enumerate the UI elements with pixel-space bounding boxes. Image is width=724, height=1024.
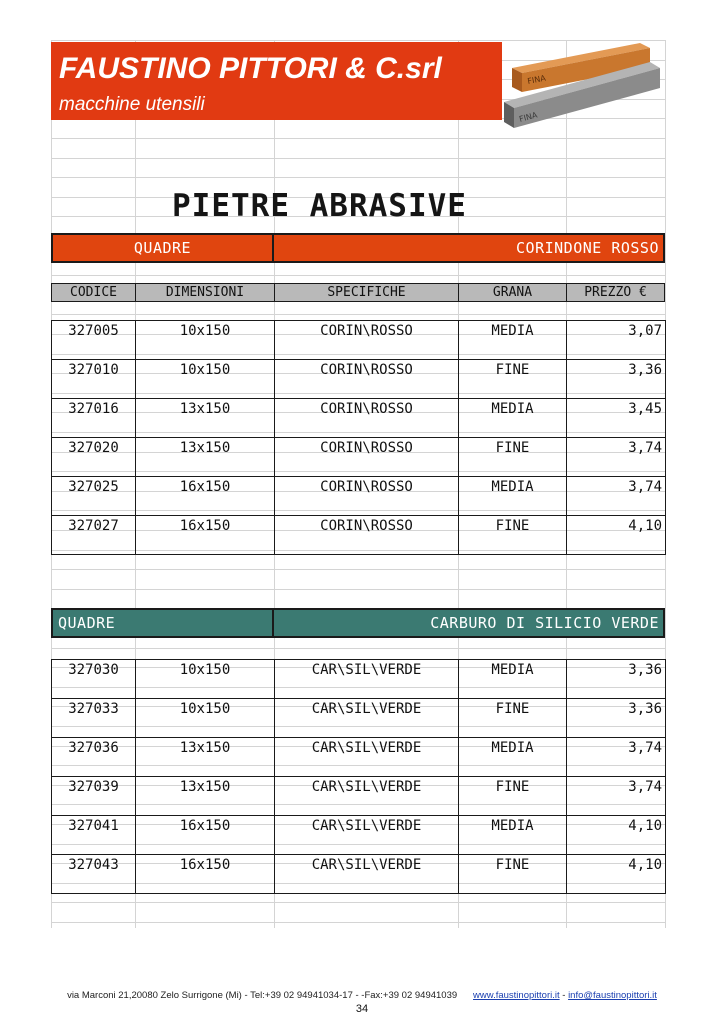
spacer-cell — [459, 874, 567, 894]
cell-codice: 327036 — [52, 738, 136, 758]
spacer-cell — [459, 796, 567, 816]
spacer-cell — [459, 718, 567, 738]
table-row — [52, 360, 666, 380]
spacer-cell — [52, 835, 136, 855]
cell-codice: 327016 — [52, 399, 136, 419]
cell-codice: 327043 — [52, 855, 136, 875]
cell-specifiche: CORIN\ROSSO — [275, 516, 459, 536]
row-spacer — [52, 535, 666, 555]
table-row — [52, 777, 666, 797]
spacer-cell — [52, 679, 136, 699]
footer-separator: - — [562, 990, 569, 1001]
cell-prezzo: 3,07 — [567, 321, 666, 341]
spacer-cell — [136, 835, 275, 855]
section-header-carburo — [51, 608, 665, 638]
spacer-cell — [136, 535, 275, 555]
cell-grana: FINE — [459, 699, 567, 719]
cell-grana: MEDIA — [459, 399, 567, 419]
spacer-cell — [52, 496, 136, 516]
spacer-cell — [275, 835, 459, 855]
footer-email-link[interactable]: info@faustinopittori.it — [568, 990, 657, 1001]
row-spacer — [52, 379, 666, 399]
cell-grana: MEDIA — [459, 477, 567, 497]
cell-codice: 327041 — [52, 816, 136, 836]
spacer-cell — [275, 679, 459, 699]
table-row — [52, 855, 666, 875]
spacer-cell — [136, 418, 275, 438]
cell-dimensioni: 16x150 — [136, 516, 275, 536]
table-row — [52, 321, 666, 341]
row-spacer — [52, 796, 666, 816]
spacer-cell — [459, 757, 567, 777]
spacer-cell — [275, 535, 459, 555]
row-spacer — [52, 418, 666, 438]
spacer-cell — [136, 796, 275, 816]
stone-label-orange: FINA — [526, 73, 547, 86]
column-header-specifiche: SPECIFICHE — [275, 284, 459, 301]
cell-specifiche: CORIN\ROSSO — [275, 321, 459, 341]
spacer-cell — [567, 835, 666, 855]
cell-grana: FINE — [459, 855, 567, 875]
page-number: 34 — [355, 1003, 369, 1015]
row-spacer — [52, 835, 666, 855]
column-header-grana: GRANA — [459, 284, 567, 301]
cell-codice: 327010 — [52, 360, 136, 380]
cell-codice: 327039 — [52, 777, 136, 797]
cell-prezzo: 4,10 — [567, 516, 666, 536]
spacer-cell — [567, 679, 666, 699]
section-shape-label: QUADRE — [53, 235, 274, 261]
spacer-cell — [52, 457, 136, 477]
cell-grana: MEDIA — [459, 816, 567, 836]
cell-grana: FINE — [459, 438, 567, 458]
row-spacer — [52, 718, 666, 738]
table-row — [52, 516, 666, 536]
cell-dimensioni: 16x150 — [136, 477, 275, 497]
cell-specifiche: CAR\SIL\VERDE — [275, 660, 459, 680]
cell-grana: FINE — [459, 777, 567, 797]
price-table-corindone — [51, 320, 666, 555]
spacer-cell — [136, 757, 275, 777]
page-title: PIETRE ABRASIVE — [172, 188, 467, 224]
spacer-cell — [459, 835, 567, 855]
spacer-cell — [459, 679, 567, 699]
cell-dimensioni: 10x150 — [136, 321, 275, 341]
spacer-cell — [136, 718, 275, 738]
cell-prezzo: 3,74 — [567, 477, 666, 497]
table-row — [52, 399, 666, 419]
cell-prezzo: 3,45 — [567, 399, 666, 419]
cell-grana: FINE — [459, 516, 567, 536]
row-spacer — [52, 457, 666, 477]
spacer-cell — [567, 340, 666, 360]
cell-specifiche: CORIN\ROSSO — [275, 360, 459, 380]
section-material-label: CARBURO DI SILICIO VERDE — [430, 614, 659, 632]
spacer-cell — [275, 796, 459, 816]
spacer-cell — [275, 718, 459, 738]
spacer-cell — [275, 340, 459, 360]
cell-prezzo: 3,36 — [567, 699, 666, 719]
cell-prezzo: 3,74 — [567, 438, 666, 458]
spacer-cell — [52, 535, 136, 555]
cell-codice: 327030 — [52, 660, 136, 680]
cell-prezzo: 4,10 — [567, 816, 666, 836]
spacer-cell — [52, 418, 136, 438]
table-row — [52, 438, 666, 458]
cell-prezzo: 3,74 — [567, 738, 666, 758]
column-header-dimensioni: DIMENSIONI — [136, 284, 275, 301]
spacer-cell — [136, 379, 275, 399]
column-header-prezzo: PREZZO € — [584, 285, 647, 300]
spacer-cell — [567, 535, 666, 555]
table-row — [52, 738, 666, 758]
stone-label-gray: FINA — [518, 110, 539, 124]
spacer-cell — [52, 796, 136, 816]
cell-dimensioni: 13x150 — [136, 399, 275, 419]
spacer-cell — [567, 718, 666, 738]
cell-specifiche: CAR\SIL\VERDE — [275, 738, 459, 758]
cell-prezzo: 3,36 — [567, 360, 666, 380]
cell-dimensioni: 13x150 — [136, 438, 275, 458]
spacer-cell — [136, 340, 275, 360]
footer-address: via Marconi 21,20080 Zelo Surrigone (Mi) - Tel:+39 02 94941034-17 - -Fax:+39 02 94941039 — [67, 990, 458, 1001]
cell-dimensioni: 10x150 — [136, 699, 275, 719]
company-banner — [51, 42, 502, 120]
cell-codice: 327033 — [52, 699, 136, 719]
cell-specifiche: CAR\SIL\VERDE — [275, 816, 459, 836]
cell-prezzo: 4,10 — [567, 855, 666, 875]
spacer-cell — [52, 379, 136, 399]
spacer-cell — [52, 757, 136, 777]
spacer-cell — [275, 496, 459, 516]
row-spacer — [52, 874, 666, 894]
cell-dimensioni: 10x150 — [136, 360, 275, 380]
cell-grana: FINE — [459, 360, 567, 380]
row-spacer — [52, 496, 666, 516]
spacer-cell — [275, 457, 459, 477]
section-material-label: CORINDONE ROSSO — [516, 239, 659, 257]
spacer-cell — [459, 418, 567, 438]
spacer-cell — [567, 379, 666, 399]
cell-grana: MEDIA — [459, 738, 567, 758]
company-tagline: macchine utensili — [59, 94, 205, 115]
spacer-cell — [459, 535, 567, 555]
cell-codice: 327027 — [52, 516, 136, 536]
spacer-cell — [567, 874, 666, 894]
row-spacer — [52, 340, 666, 360]
row-spacer — [52, 679, 666, 699]
spacer-cell — [459, 496, 567, 516]
price-table-carburo — [51, 659, 666, 894]
spacer-cell — [136, 874, 275, 894]
section-header-corindone — [51, 233, 665, 263]
cell-specifiche: CORIN\ROSSO — [275, 399, 459, 419]
cell-dimensioni: 13x150 — [136, 738, 275, 758]
cell-prezzo: 3,74 — [567, 777, 666, 797]
spacer-cell — [275, 379, 459, 399]
cell-specifiche: CAR\SIL\VERDE — [275, 699, 459, 719]
spacer-cell — [567, 757, 666, 777]
spacer-cell — [459, 340, 567, 360]
cell-codice: 327025 — [52, 477, 136, 497]
spacer-cell — [567, 418, 666, 438]
spacer-cell — [275, 418, 459, 438]
spacer-cell — [52, 340, 136, 360]
cell-specifiche: CAR\SIL\VERDE — [275, 855, 459, 875]
footer-website-link[interactable]: www.faustinopittori.it — [473, 990, 560, 1001]
section-shape-label: QUADRE — [53, 610, 274, 636]
spacer-cell — [52, 718, 136, 738]
column-header-codice: CODICE — [52, 284, 136, 301]
cell-specifiche: CORIN\ROSSO — [275, 477, 459, 497]
cell-dimensioni: 16x150 — [136, 855, 275, 875]
cell-codice: 327005 — [52, 321, 136, 341]
footer-contact — [0, 990, 724, 1001]
table-row — [52, 699, 666, 719]
cell-codice: 327020 — [52, 438, 136, 458]
table-row — [52, 660, 666, 680]
cell-grana: MEDIA — [459, 660, 567, 680]
spacer-cell — [459, 457, 567, 477]
spacer-cell — [567, 496, 666, 516]
spacer-cell — [52, 874, 136, 894]
spacer-cell — [567, 457, 666, 477]
spacer-cell — [275, 757, 459, 777]
spacer-cell — [136, 496, 275, 516]
cell-dimensioni: 16x150 — [136, 816, 275, 836]
cell-specifiche: CORIN\ROSSO — [275, 438, 459, 458]
cell-dimensioni: 13x150 — [136, 777, 275, 797]
spacer-cell — [459, 379, 567, 399]
row-spacer — [52, 757, 666, 777]
spacer-cell — [136, 457, 275, 477]
table-row — [52, 477, 666, 497]
cell-specifiche: CAR\SIL\VERDE — [275, 777, 459, 797]
spacer-cell — [136, 679, 275, 699]
cell-grana: MEDIA — [459, 321, 567, 341]
spacer-cell — [567, 796, 666, 816]
spacer-cell — [275, 874, 459, 894]
company-name: FAUSTINO PITTORI & C.srl — [59, 52, 442, 85]
cell-prezzo: 3,36 — [567, 660, 666, 680]
column-header-row — [51, 283, 665, 302]
abrasive-stones-image — [500, 40, 666, 130]
table-row — [52, 816, 666, 836]
cell-dimensioni: 10x150 — [136, 660, 275, 680]
